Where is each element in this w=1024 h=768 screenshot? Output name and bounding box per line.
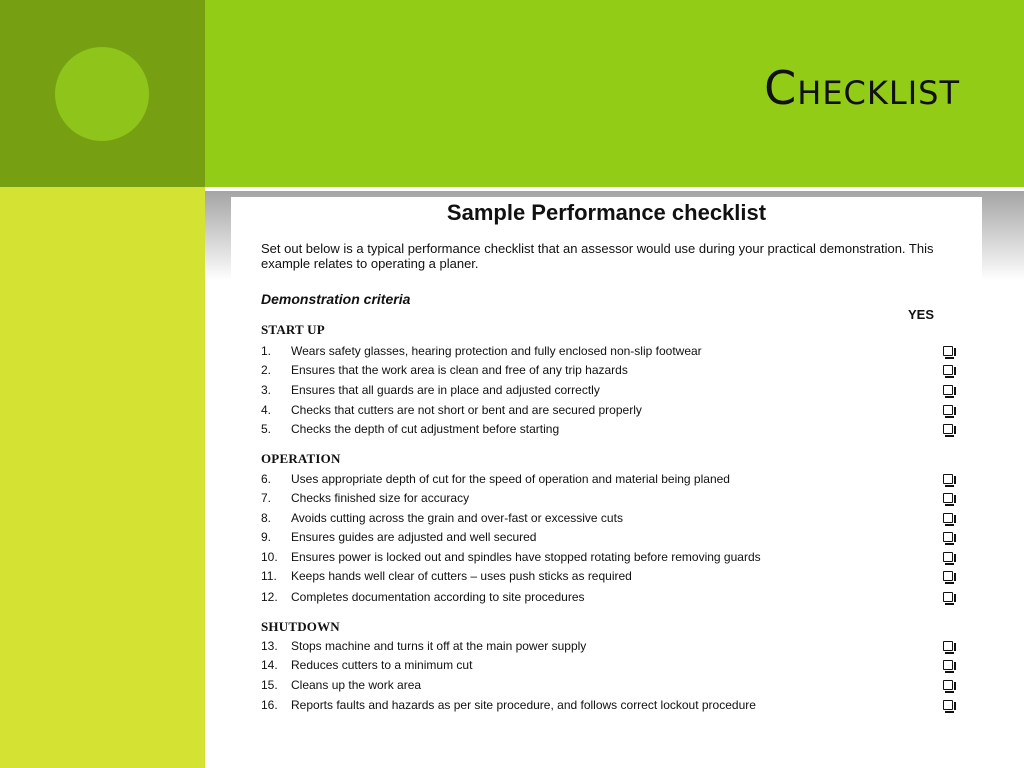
checklist-item xyxy=(261,510,951,526)
checklist-item xyxy=(261,402,951,418)
item-text: Checks the depth of cut adjustment before starting xyxy=(291,422,560,436)
document-intro: Set out below is a typical performance checklist that an assessor would use during your practical demonstration. This example relates to operating a planer. xyxy=(261,241,934,271)
checklist-item xyxy=(261,589,951,605)
checkbox-icon[interactable] xyxy=(943,700,953,710)
item-text: Ensures that the work area is clean and free of any trip hazards xyxy=(291,363,628,377)
item-number: 7. xyxy=(261,491,272,505)
yes-column-label: YES xyxy=(908,307,935,322)
checkbox-icon[interactable] xyxy=(943,493,953,503)
item-number: 9. xyxy=(261,530,272,544)
left-light-panel xyxy=(0,187,205,768)
checklist-item xyxy=(261,529,951,545)
item-number: 14. xyxy=(261,658,278,672)
checklist-item xyxy=(261,657,951,673)
checklist-item xyxy=(261,638,951,654)
checklist-item xyxy=(261,697,951,713)
checklist-item xyxy=(261,490,951,506)
checklist-item xyxy=(261,343,951,359)
item-number: 1. xyxy=(261,344,272,358)
item-number: 2. xyxy=(261,363,272,377)
checklist-item xyxy=(261,382,951,398)
item-text: Checks finished size for accuracy xyxy=(291,491,470,505)
item-text: Avoids cutting across the grain and over-fast or excessive cuts xyxy=(291,511,623,525)
item-number: 3. xyxy=(261,383,272,397)
checklist-item xyxy=(261,471,951,487)
checklist-item xyxy=(261,549,951,565)
document-title: Sample Performance checklist xyxy=(446,200,767,225)
checkbox-icon[interactable] xyxy=(943,532,953,542)
checkbox-icon[interactable] xyxy=(943,571,953,581)
criteria-heading: Demonstration criteria xyxy=(261,291,411,307)
item-text: Ensures that all guards are in place and adjusted correctly xyxy=(291,383,600,397)
item-number: 13. xyxy=(261,639,278,653)
item-text: Uses appropriate depth of cut for the speed of operation and material being planed xyxy=(291,472,730,486)
checklist-item xyxy=(261,677,951,693)
slide-title: Checklist xyxy=(764,61,960,115)
checkbox-icon[interactable] xyxy=(943,405,953,415)
item-text: Ensures guides are adjusted and well secured xyxy=(291,530,537,544)
checkbox-icon[interactable] xyxy=(943,474,953,484)
item-number: 6. xyxy=(261,472,272,486)
item-number: 10. xyxy=(261,550,278,564)
checkbox-icon[interactable] xyxy=(943,385,953,395)
decorative-circle xyxy=(55,47,149,141)
item-number: 5. xyxy=(261,422,272,436)
item-number: 11. xyxy=(261,569,277,583)
checkbox-icon[interactable] xyxy=(943,365,953,375)
item-number: 12. xyxy=(261,590,278,604)
checklist-item xyxy=(261,421,951,437)
checkbox-icon[interactable] xyxy=(943,680,953,690)
item-number: 15. xyxy=(261,678,278,692)
section-title-shutdown: SHUTDOWN xyxy=(261,619,340,634)
checkbox-icon[interactable] xyxy=(943,513,953,523)
section-title-start-up: START UP xyxy=(261,322,325,337)
item-number: 8. xyxy=(261,511,272,525)
checkbox-icon[interactable] xyxy=(943,424,953,434)
section-title-operation: OPERATION xyxy=(261,451,341,466)
item-text: Ensures power is locked out and spindles have stopped rotating before removing guards xyxy=(291,550,761,564)
item-number: 16. xyxy=(261,698,278,712)
item-text: Checks that cutters are not short or bent and are secured properly xyxy=(291,403,642,417)
checkbox-icon[interactable] xyxy=(943,641,953,651)
item-text: Keeps hands well clear of cutters – uses push sticks as required xyxy=(291,569,632,583)
checkbox-icon[interactable] xyxy=(943,660,953,670)
checkbox-icon[interactable] xyxy=(943,592,953,602)
checklist-item xyxy=(261,568,951,584)
checklist-document xyxy=(231,197,982,720)
item-text: Stops machine and turns it off at the main power supply xyxy=(291,639,587,653)
checkbox-icon[interactable] xyxy=(943,552,953,562)
item-number: 4. xyxy=(261,403,272,417)
checklist-item xyxy=(261,362,951,378)
checkbox-icon[interactable] xyxy=(943,346,953,356)
item-text: Cleans up the work area xyxy=(291,678,422,692)
item-text: Reduces cutters to a minimum cut xyxy=(291,658,473,672)
item-text: Wears safety glasses, hearing protection and fully enclosed non-slip footwear xyxy=(291,344,702,358)
item-text: Reports faults and hazards as per site procedure, and follows correct lockout procedure xyxy=(291,698,756,712)
item-text: Completes documentation according to site procedures xyxy=(291,590,585,604)
